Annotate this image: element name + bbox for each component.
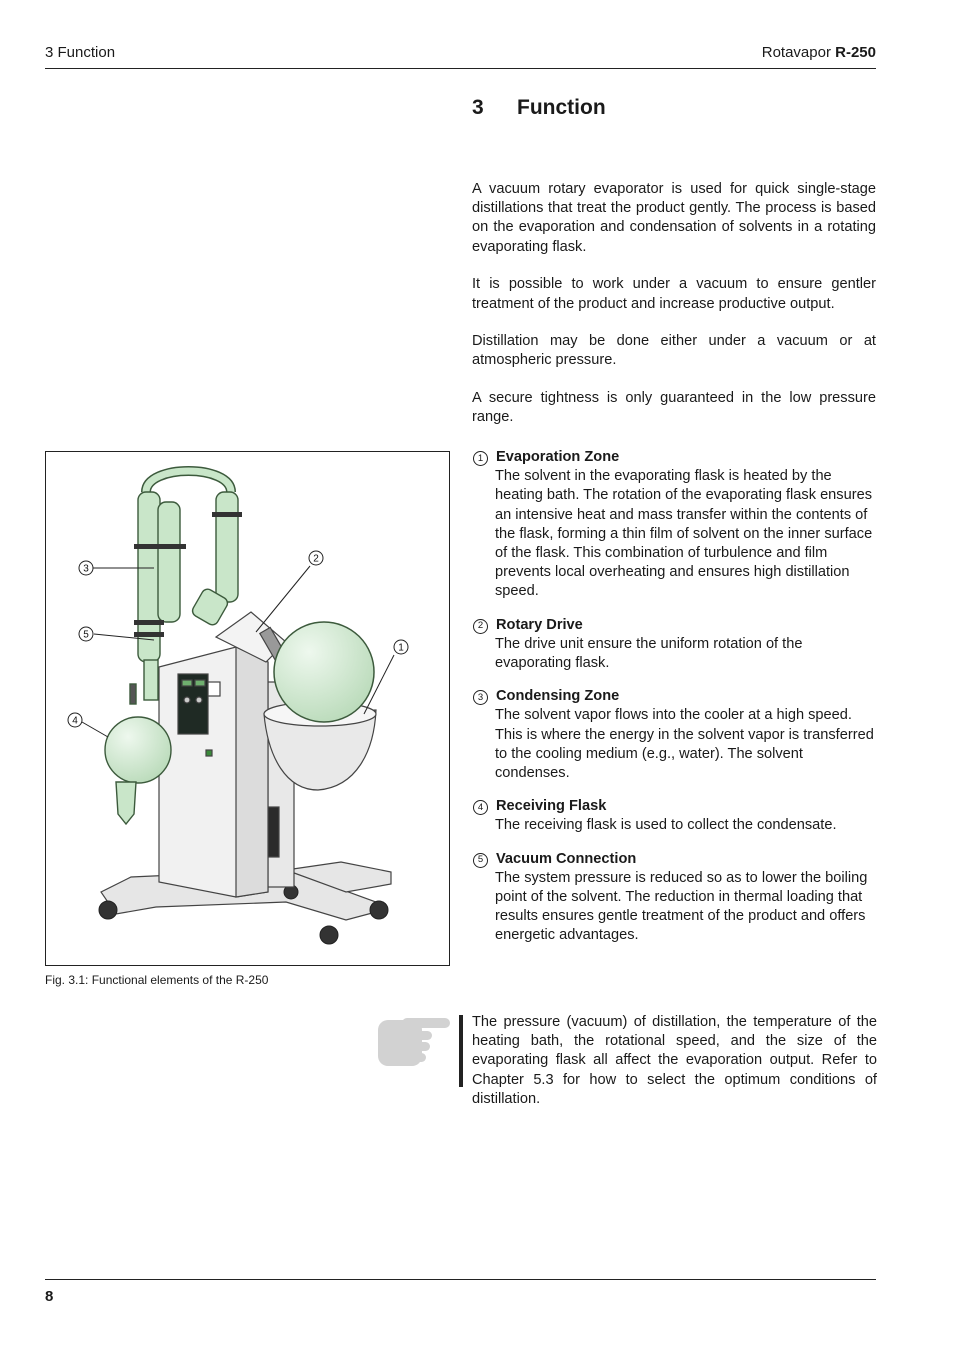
functional-elements-list xyxy=(472,448,876,960)
list-item xyxy=(472,616,876,674)
list-item xyxy=(472,687,876,783)
rotavapor-illustration xyxy=(46,452,449,965)
item-number: 1 xyxy=(473,451,488,466)
item-number: 2 xyxy=(473,619,488,634)
item-description: The receiving flask is used to collect the condensate. xyxy=(495,817,837,834)
item-number: 5 xyxy=(473,853,488,868)
item-title: Evaporation Zone xyxy=(496,449,620,465)
paragraph: Distillation may be done either under a vacuum or at atmospheric pressure. xyxy=(472,333,876,369)
header-rule xyxy=(45,68,876,69)
figure-rotavapor xyxy=(45,451,450,966)
callout-label: 1 xyxy=(398,642,404,654)
wheel xyxy=(320,926,338,944)
item-number: 3 xyxy=(473,690,488,705)
item-number: 4 xyxy=(473,800,488,815)
list-item xyxy=(472,448,876,602)
item-title: Rotary Drive xyxy=(496,616,583,633)
control-cabinet xyxy=(159,647,268,897)
callout-label: 2 xyxy=(313,553,319,565)
list-item xyxy=(472,850,876,946)
list-item xyxy=(472,797,876,835)
note-box xyxy=(459,1013,877,1109)
footer-rule xyxy=(45,1279,876,1280)
intro-text xyxy=(472,180,876,446)
wheel xyxy=(370,901,388,919)
item-title: Vacuum Connection xyxy=(496,850,637,867)
callout-label: 5 xyxy=(83,629,89,641)
item-title: Condensing Zone xyxy=(496,688,620,705)
callout-label: 3 xyxy=(83,563,89,575)
running-header-product xyxy=(762,44,876,61)
item-description: The solvent vapor flows into the cooler at a high speed. This is where the energy in the solvent vapor is transferred to the cooling medium (e.g., water). The solvent condenses. xyxy=(495,707,874,782)
paragraph: A secure tightness is only guaranteed in the low pressure range. xyxy=(472,390,876,426)
chapter-title: Function xyxy=(517,96,606,119)
callout-label: 4 xyxy=(72,715,78,727)
item-description: The system pressure is reduced so as to lower the boiling point of the solvent. The reduction in thermal loading that results ensures gentle treatment of the product and offers energetic advantages. xyxy=(495,869,868,944)
running-header-section: 3 Function xyxy=(45,44,116,61)
chapter-number: 3 xyxy=(472,96,484,119)
paragraph: A vacuum rotary evaporator is used for quick single-stage distillations that treat the product gently. The process is based on the evaporation and condensation of solvents in a rotating evaporating flask. xyxy=(472,181,876,255)
item-description: The solvent in the evaporating flask is heated by the heating bath. The rotation of the evaporating flask ensures an intensive heat and mass transfer within the contents of the flask, forming a thin film of solvent on the inner surface of the flask. This combination of turbulence and film prevents local overheating and ensures high distillation speed. xyxy=(495,468,873,600)
figure-caption: Fig. 3.1: Functional elements of the R-250 xyxy=(45,973,269,987)
chapter-heading xyxy=(472,96,606,120)
evaporating-flask xyxy=(274,622,374,722)
paragraph: It is possible to work under a vacuum to ensure gentler treatment of the product and increase productive output. xyxy=(472,276,876,312)
note-bar xyxy=(459,1015,463,1087)
product-model: R-250 xyxy=(835,44,876,61)
pointing-hand-icon xyxy=(370,1014,452,1068)
product-name: Rotavapor xyxy=(761,44,831,61)
item-title: Receiving Flask xyxy=(496,798,607,815)
item-description: The drive unit ensure the uniform rotation of the evaporating flask. xyxy=(495,635,803,672)
note-text: The pressure (vacuum) of distillation, the temperature of the heating bath, the rotational speed, and the size of the evaporating flask all affect the evaporation output. Refer to Chapter 5.3 for how to select the optimum conditions of distillation. xyxy=(472,1014,877,1107)
wheel xyxy=(99,901,117,919)
page-number: 8 xyxy=(45,1288,54,1305)
